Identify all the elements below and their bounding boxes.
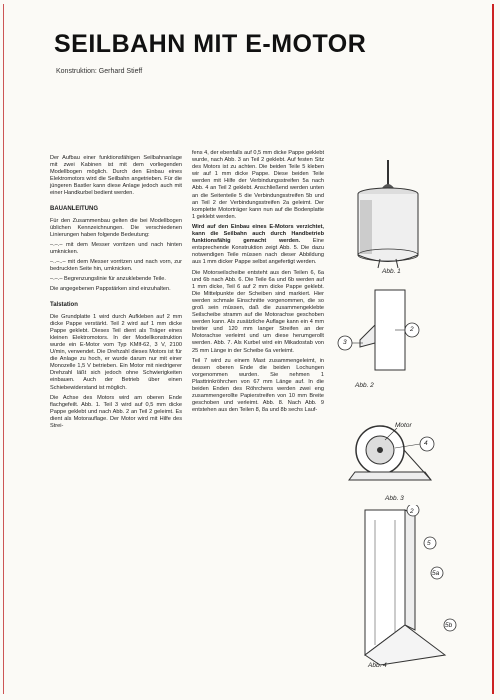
paragraph: fens 4, der ebenfalls auf 0,5 mm dicke Pappe geklebt wurde, nach Abb. 3 an Teil 2 geklebt. Auf festen Sitz des Motors ist zu achten. Die beiden Teile 5 kleben wir auf 1 mm dicke Pappe. Diese beiden Teile werden mit Hilfe der Verbindungsstreifen 5a nach Abb. 4 an Teil 2 geklebt. Anschließend werden unten an die Seitenteile 5 die Verbindungsstreifen 5b und an Teil 2 der Verbindungsstreifen 2a geleimt. Der komplette Motorträger kann nun auf die Bodenplatte 1 geklebt werden. [192,150,324,220]
paragraph: –.–.– mit dem Messer vorritzen und nach hinten umknicken. [50,241,182,256]
figure-caption-4: Abb. 4 [368,662,387,669]
paragraph: Die angegebenen Pappstärken sind einzuhalten. [50,286,171,293]
paragraph: –.–.– Begrenzungslinie für anzuklebende Teile. [50,276,166,283]
paragraph: Für den Zusammenbau gelten die bei Modellbogen üblichen Kennzeichnungen. Die verschiedenen Linierungen haben folgende Bedeutung: [50,217,182,238]
figure-caption-1: Abb. 1 [382,268,401,275]
figure-caption-2: Abb. 2 [355,382,374,389]
paragraph: Die Motorseilscheibe entsteht aus den Teilen 6, 6a und 6b nach Abb. 6. Die Teile 6a und 6b werden auf 1 mm dicke, Teil 6 auf 2 mm dicke Pappe geklebt. Die Mittelpunkte der Scheiben sind markiert. Hier werden schmale Einschnitte vorgenommen, die so groß sein müssen, daß die zusammengeklebte Seilscheibe stramm auf die Motorachse geschoben werden kann. Als zusätzliche Auflage kann ein 4 mm breiter und 120 mm langer Streifen an der Motorachse verleimt und um diese herumgerollt werden. Abb. 7. Als Kurbel wird ein Mikadostab von 25 mm Länge in der Scheibe 6a verleimt. [192,269,324,354]
paragraph: Teil 7 wird zu einem Mast zusammengeleimt, in dessen oberen Ende die beiden Lochungen vorgenommen wurden. Sie nehmen 1 Plasttrinkröhrchen von 67 mm Länge auf. In die beiden Enden des Röhrchens werden zwei eng zusammengerollte Papierstreifen von 10 mm Breite geschoben und verleimt. Abb. 8. Nach Abb. 9 entstehen aus den Teilen 8, 8a und 8b sechs Lauf- [192,357,324,414]
section-heading-bauanleitung: BAUANLEITUNG [50,205,98,212]
text-column-2 [192,150,324,417]
figure-mounting-drawing [335,285,455,385]
paragraph: Die Achse des Motors wird am oberen Ende flachgefeilt. Abb. 1. Teil 3 wird auf 0,5 mm dicke Pappe geklebt und nach Abb. 2 an Teil 2 geleimt. Es dient als Motorauflage. Der Motor wird mit Hilfe des Strei- [50,394,182,429]
figure-label-5a: 5a [432,570,440,577]
paragraph: Die Grundplatte 1 wird durch Aufkleben auf 2 mm dicke Pappe verstärkt. Teil 2 wird auf 1 mm dicke Pappe geklebt. Dieses Teil dient als Träger eines kleinen Elektromotors. In der Modellkonstruktion wurde ein E-Motor vom Typ KMlf-62, 3 V, 2100 U/min, verwendet. Die Drehzahl dieses Motors ist für die Anlage zu hoch, er wurde darum nur mit einer Monozelle 1,5 V betrieben. Ein Motor mit niedrigerer Drehzahl läßt sich jedoch ohne Schwierigkeiten einbauen. Auch der Betrieb über einen Schiebewiderstand ist möglich. [50,313,182,391]
bold-text: Wird auf den Einbau eines E-Motors verzichtet, kann die Seilbahn auch durch Handbetrieb funktionsfähig gemacht werden. [192,223,324,245]
byline: Konstruktion: Gerhard Stieff [56,68,143,75]
figure-label-2b: 2 [410,508,414,515]
figure-motor-drawing [350,160,430,270]
figure-label-5: 5 [427,540,431,547]
figure-label-2: 2 [410,326,414,333]
figure-label-5b: 5b [445,622,453,629]
text: Eine entsprechende Konstruktion zeigt Abb. 5. Die dazu notwendigen Teile müssen nach dieser Abbildung aus 1 mm dicker Pappe selbst angefertigt werden. [192,238,324,266]
figure-pulley-drawing [335,420,465,500]
figure-label-3: 3 [343,339,347,346]
page-title: SEILBAHN MIT E-MOTOR [54,30,367,58]
figure-label-4: 4 [424,440,428,447]
text-column-1 [50,155,182,433]
figures-column [330,150,500,670]
section-heading-talstation: Talstation [50,301,78,308]
figure-frame-drawing [345,505,495,685]
page-edge-left [3,4,4,694]
paragraph [192,224,324,267]
figure-label-motor: Motor [395,422,412,429]
paragraph: –..–..– mit dem Messer vorritzen und nach vorn, zur bedruckten Seite hin, umknicken. [50,259,182,273]
figure-caption-3: Abb. 3 [385,495,404,502]
intro-paragraph: Der Aufbau einer funktionsfähigen Seilbahnanlage mit zwei Kabinen ist mit dem vorliegenden Modellbogen möglich. Durch den Einbau eines Elektromotors wird die Seilbahn angetrieben. Für die jüngeren Bastler kann diese Anlage jedoch auch mit einer Handkurbel bedient werden. [50,155,182,197]
